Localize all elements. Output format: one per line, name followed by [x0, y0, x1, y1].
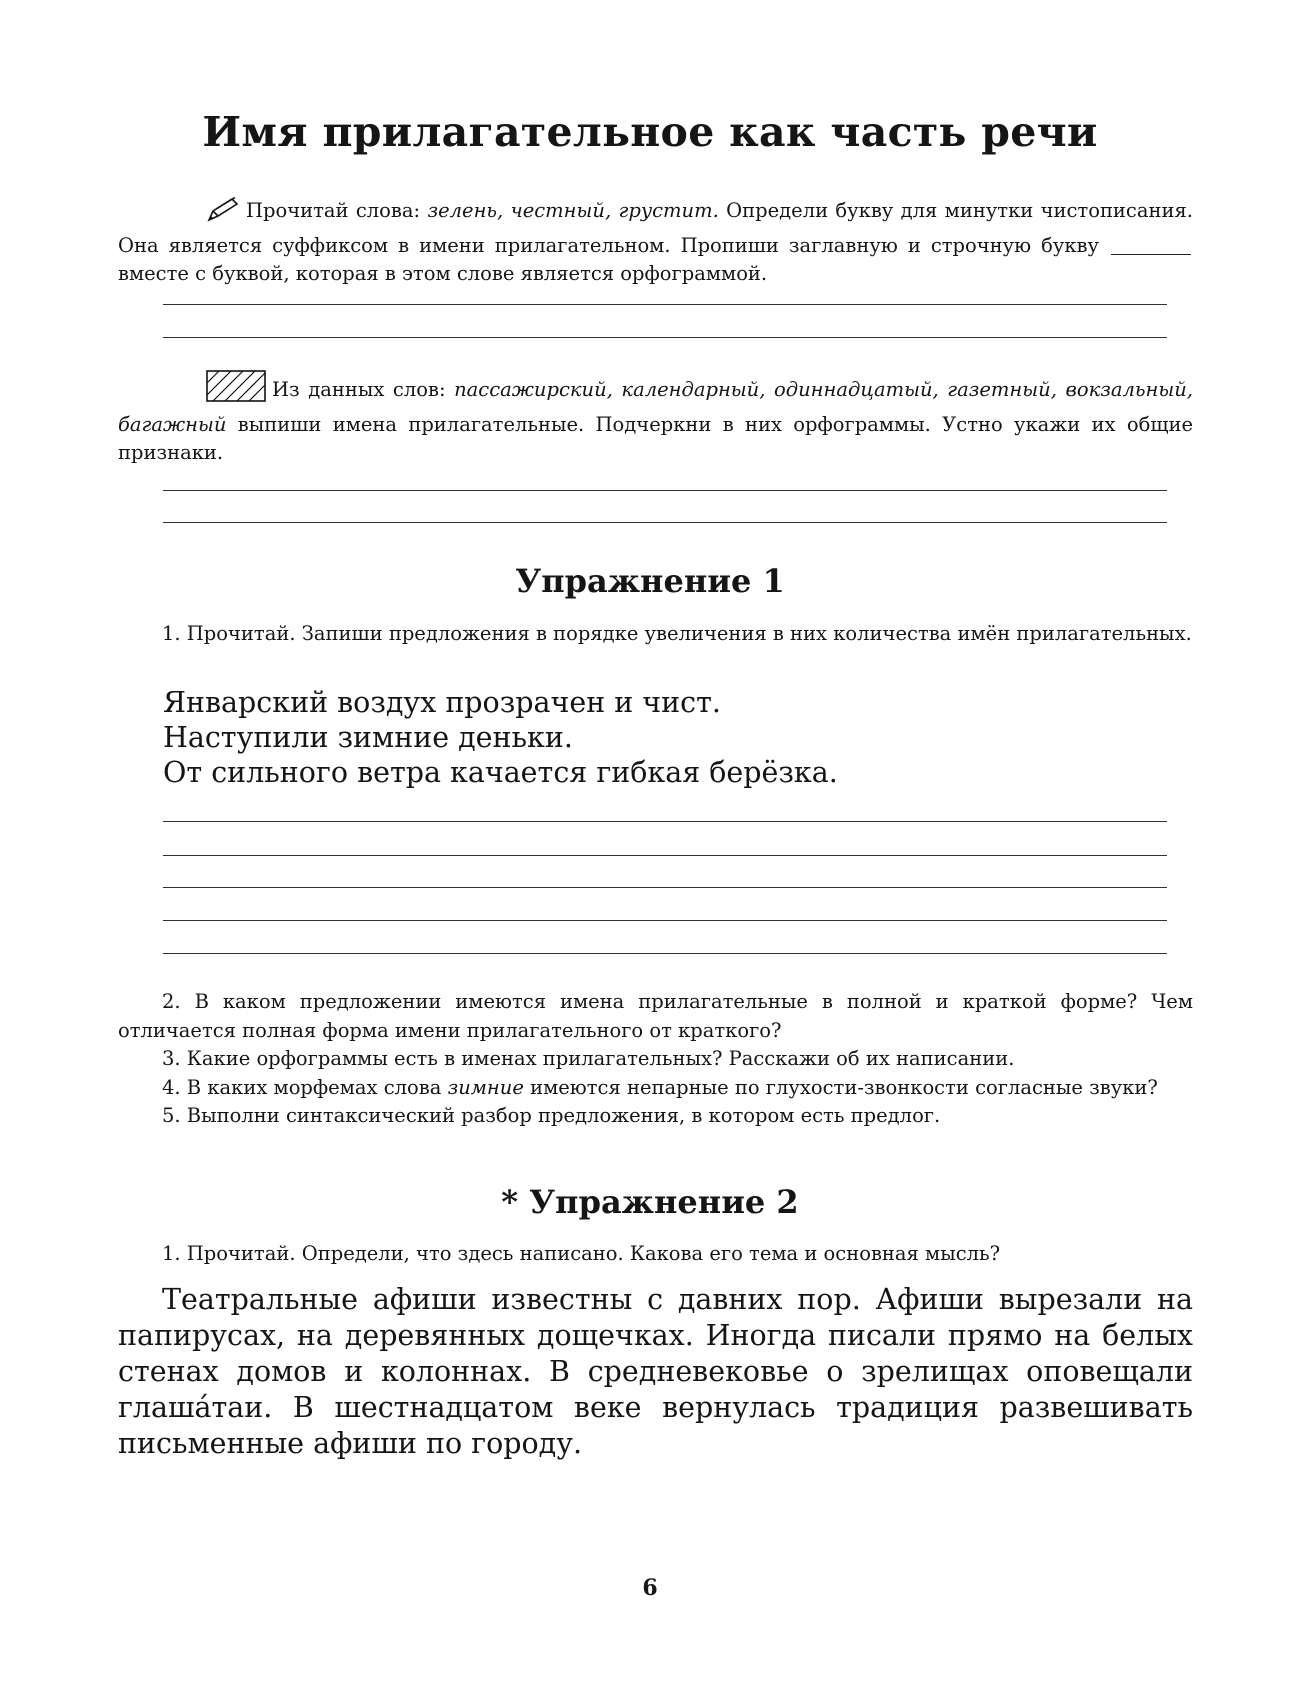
exercise1-heading: Упражнение 1: [515, 562, 785, 600]
sentence: Январский воздух прозрачен и чист.: [163, 686, 721, 719]
task-hatched-text: [118, 370, 1193, 468]
page-title: Имя прилагательное как часть речи: [202, 108, 1098, 156]
exercise1-questions: [118, 988, 1193, 1131]
writing-line[interactable]: [163, 920, 1167, 921]
writing-line[interactable]: [163, 304, 1167, 305]
writing-line[interactable]: [163, 337, 1167, 338]
exercise1-question4: [118, 1074, 1193, 1103]
exercise1-question3: 3. Какие орфограммы есть в именах прилагательных? Расскажи об их написании.: [162, 1047, 1015, 1070]
sentence: От сильного ветра качается гибкая берёзка.: [163, 756, 838, 789]
task-pencil-text2: вместе с буквой, которая в этом слове является орфограммой.: [118, 262, 768, 285]
sentence: Наступили зимние деньки.: [163, 721, 573, 754]
exercise2-heading: * Упражнение 2: [501, 1183, 799, 1221]
fill-in-blank[interactable]: [1111, 253, 1191, 255]
writing-line[interactable]: [163, 953, 1167, 954]
task-pencil-text1: Определи букву для минутки чистописания. Она является суффиксом в имени прилагательном. Пропиши заглавную и строчную букву: [118, 199, 1193, 257]
hatched-box-icon: [162, 370, 266, 411]
writing-line[interactable]: [163, 522, 1167, 523]
writing-line[interactable]: [163, 490, 1167, 491]
task-pencil-text: [118, 197, 1193, 289]
exercise2-question1: 1. Прочитай. Определи, что здесь написано. Какова его тема и основная мысль?: [162, 1242, 1001, 1265]
exercise2-text: Театральные афиши известны с давних пор. Афиши вырезали на папирусах, на деревянных дощечках. Иногда писали прямо на белых стенах домов и колоннах. В средневековье о зрелищах оповещали глаша́таи. В шестнадцатом веке вернулась традиция развешивать письменные афиши по городу.: [118, 1283, 1193, 1460]
writing-line[interactable]: [163, 821, 1167, 822]
q4-word: зимние: [447, 1075, 524, 1099]
task-hatched-lead: Из данных слов:: [272, 378, 455, 401]
task-pencil-words: зелень, честный, грустит.: [427, 199, 719, 222]
exercise1-question5: 5. Выполни синтаксический разбор предложения, в котором есть предлог.: [162, 1104, 941, 1127]
task-hatched-words: пассажирский, календарный, одиннадцатый, газетный, вокзальный, багажный: [118, 378, 1193, 436]
pencil-icon: [162, 197, 240, 232]
q4-part-b: имеются непарные по глухости-звонкости согласные звуки?: [523, 1075, 1158, 1099]
q4-part-a: 4. В каких морфемах слова: [162, 1075, 448, 1099]
page-number: 6: [642, 1575, 658, 1601]
exercise1-question2: 2. В каком предложении имеются имена прилагательные в полной и краткой форме? Чем отличается полная форма имени прилагательного от краткого?: [118, 990, 1193, 1042]
task-hatched-rest: выпиши имена прилагательные. Подчеркни в них орфограммы. Устно укажи их общие признаки.: [118, 412, 1193, 464]
writing-line[interactable]: [163, 855, 1167, 856]
task-pencil-lead: Прочитай слова:: [246, 199, 428, 222]
writing-line[interactable]: [163, 887, 1167, 888]
exercise1-question1: 1. Прочитай. Запиши предложения в порядке увеличения в них количества имён прилагательных.: [162, 622, 1192, 645]
exercise1-sentences: [163, 685, 1203, 790]
